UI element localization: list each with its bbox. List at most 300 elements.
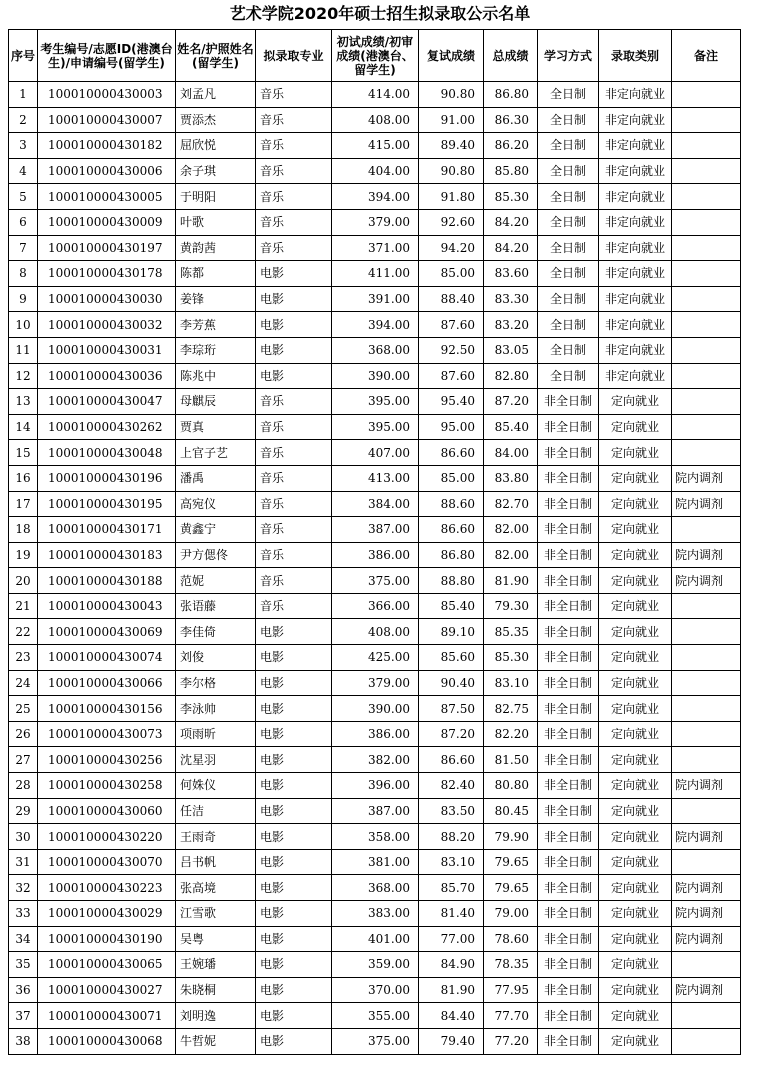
cell-note [672, 619, 741, 645]
cell-name: 刘孟凡 [176, 82, 256, 108]
cell-major: 电影 [256, 926, 332, 952]
cell-major: 音乐 [256, 465, 332, 491]
cell-index: 34 [9, 926, 38, 952]
cell-note: 院内调剂 [672, 465, 741, 491]
cell-candidate-id: 100010000430029 [38, 901, 176, 927]
cell-major: 电影 [256, 312, 332, 338]
cell-total-score: 79.65 [484, 849, 538, 875]
header-total-score: 总成绩 [484, 30, 538, 82]
cell-total-score: 77.70 [484, 1003, 538, 1029]
cell-prelim-score: 395.00 [332, 414, 419, 440]
cell-major: 电影 [256, 773, 332, 799]
cell-study-mode: 全日制 [538, 82, 599, 108]
cell-total-score: 79.00 [484, 901, 538, 927]
cell-retest-score: 85.00 [419, 465, 484, 491]
cell-study-mode: 非全日制 [538, 491, 599, 517]
cell-study-mode: 非全日制 [538, 747, 599, 773]
cell-total-score: 79.65 [484, 875, 538, 901]
cell-index: 3 [9, 133, 38, 159]
cell-major: 音乐 [256, 184, 332, 210]
cell-study-mode: 非全日制 [538, 721, 599, 747]
table-row [9, 670, 741, 696]
cell-note: 院内调剂 [672, 773, 741, 799]
cell-admission-category: 非定向就业 [599, 286, 672, 312]
cell-index: 28 [9, 773, 38, 799]
cell-retest-score: 89.40 [419, 133, 484, 159]
cell-admission-category: 定向就业 [599, 926, 672, 952]
cell-prelim-score: 394.00 [332, 312, 419, 338]
cell-note [672, 184, 741, 210]
cell-major: 电影 [256, 645, 332, 671]
cell-candidate-id: 100010000430178 [38, 261, 176, 287]
cell-study-mode: 非全日制 [538, 440, 599, 466]
cell-admission-category: 非定向就业 [599, 107, 672, 133]
cell-retest-score: 83.50 [419, 798, 484, 824]
cell-major: 音乐 [256, 414, 332, 440]
table-row [9, 389, 741, 415]
cell-name: 贾真 [176, 414, 256, 440]
cell-admission-category: 非定向就业 [599, 235, 672, 261]
cell-study-mode: 非全日制 [538, 568, 599, 594]
cell-total-score: 83.05 [484, 337, 538, 363]
cell-retest-score: 86.60 [419, 517, 484, 543]
cell-major: 音乐 [256, 491, 332, 517]
cell-total-score: 84.20 [484, 209, 538, 235]
cell-total-score: 85.80 [484, 158, 538, 184]
cell-candidate-id: 100010000430005 [38, 184, 176, 210]
cell-admission-category: 定向就业 [599, 465, 672, 491]
cell-name: 屈欣悦 [176, 133, 256, 159]
cell-admission-category: 非定向就业 [599, 184, 672, 210]
cell-major: 音乐 [256, 133, 332, 159]
cell-candidate-id: 100010000430182 [38, 133, 176, 159]
cell-study-mode: 非全日制 [538, 977, 599, 1003]
cell-retest-score: 94.20 [419, 235, 484, 261]
cell-admission-category: 定向就业 [599, 849, 672, 875]
cell-major: 音乐 [256, 158, 332, 184]
cell-study-mode: 非全日制 [538, 517, 599, 543]
header-retest-score: 复试成绩 [419, 30, 484, 82]
cell-candidate-id: 100010000430006 [38, 158, 176, 184]
cell-name: 刘明逸 [176, 1003, 256, 1029]
cell-total-score: 81.90 [484, 568, 538, 594]
cell-prelim-score: 387.00 [332, 517, 419, 543]
cell-name: 李佳倚 [176, 619, 256, 645]
cell-prelim-score: 387.00 [332, 798, 419, 824]
cell-candidate-id: 100010000430066 [38, 670, 176, 696]
cell-admission-category: 定向就业 [599, 977, 672, 1003]
cell-study-mode: 非全日制 [538, 645, 599, 671]
cell-major: 音乐 [256, 440, 332, 466]
cell-name: 上官子艺 [176, 440, 256, 466]
cell-retest-score: 86.60 [419, 440, 484, 466]
cell-candidate-id: 100010000430220 [38, 824, 176, 850]
table-row [9, 875, 741, 901]
cell-index: 27 [9, 747, 38, 773]
cell-name: 沈星羽 [176, 747, 256, 773]
cell-prelim-score: 425.00 [332, 645, 419, 671]
cell-retest-score: 85.60 [419, 645, 484, 671]
cell-major: 电影 [256, 261, 332, 287]
cell-note [672, 107, 741, 133]
cell-study-mode: 非全日制 [538, 619, 599, 645]
table-row [9, 184, 741, 210]
cell-index: 15 [9, 440, 38, 466]
cell-name: 刘俊 [176, 645, 256, 671]
cell-index: 7 [9, 235, 38, 261]
cell-major: 电影 [256, 875, 332, 901]
cell-retest-score: 81.40 [419, 901, 484, 927]
header-prelim-score: 初试成绩/初审成绩(港澳台、留学生) [332, 30, 419, 82]
cell-major: 电影 [256, 286, 332, 312]
cell-note [672, 235, 741, 261]
cell-note: 院内调剂 [672, 875, 741, 901]
cell-name: 余子琪 [176, 158, 256, 184]
cell-note [672, 158, 741, 184]
cell-candidate-id: 100010000430031 [38, 337, 176, 363]
cell-prelim-score: 411.00 [332, 261, 419, 287]
cell-name: 潘禹 [176, 465, 256, 491]
cell-admission-category: 定向就业 [599, 619, 672, 645]
cell-prelim-score: 390.00 [332, 696, 419, 722]
cell-name: 范妮 [176, 568, 256, 594]
cell-total-score: 83.60 [484, 261, 538, 287]
cell-name: 任洁 [176, 798, 256, 824]
cell-index: 36 [9, 977, 38, 1003]
cell-prelim-score: 404.00 [332, 158, 419, 184]
cell-prelim-score: 375.00 [332, 568, 419, 594]
cell-name: 张高境 [176, 875, 256, 901]
cell-candidate-id: 100010000430007 [38, 107, 176, 133]
cell-study-mode: 非全日制 [538, 875, 599, 901]
cell-candidate-id: 100010000430156 [38, 696, 176, 722]
cell-major: 电影 [256, 337, 332, 363]
cell-total-score: 80.45 [484, 798, 538, 824]
table-row [9, 568, 741, 594]
table-row [9, 773, 741, 799]
cell-index: 18 [9, 517, 38, 543]
cell-major: 电影 [256, 721, 332, 747]
cell-index: 5 [9, 184, 38, 210]
cell-major: 电影 [256, 798, 332, 824]
table-row [9, 1028, 741, 1054]
cell-admission-category: 非定向就业 [599, 82, 672, 108]
table-row [9, 619, 741, 645]
cell-name: 李芳蕉 [176, 312, 256, 338]
cell-name: 吕书帆 [176, 849, 256, 875]
cell-admission-category: 定向就业 [599, 593, 672, 619]
cell-index: 9 [9, 286, 38, 312]
cell-name: 陈都 [176, 261, 256, 287]
cell-study-mode: 全日制 [538, 107, 599, 133]
cell-candidate-id: 100010000430196 [38, 465, 176, 491]
table-row [9, 312, 741, 338]
admission-table [8, 29, 741, 1055]
cell-index: 35 [9, 952, 38, 978]
cell-study-mode: 非全日制 [538, 901, 599, 927]
cell-admission-category: 定向就业 [599, 1003, 672, 1029]
cell-admission-category: 非定向就业 [599, 209, 672, 235]
cell-retest-score: 84.90 [419, 952, 484, 978]
table-row [9, 721, 741, 747]
cell-candidate-id: 100010000430256 [38, 747, 176, 773]
cell-study-mode: 全日制 [538, 235, 599, 261]
cell-note [672, 209, 741, 235]
cell-name: 王婉璠 [176, 952, 256, 978]
cell-candidate-id: 100010000430065 [38, 952, 176, 978]
cell-total-score: 87.20 [484, 389, 538, 415]
cell-index: 24 [9, 670, 38, 696]
cell-note: 院内调剂 [672, 901, 741, 927]
cell-prelim-score: 413.00 [332, 465, 419, 491]
cell-note: 院内调剂 [672, 977, 741, 1003]
cell-prelim-score: 407.00 [332, 440, 419, 466]
cell-retest-score: 85.70 [419, 875, 484, 901]
cell-study-mode: 非全日制 [538, 952, 599, 978]
table-body [9, 82, 741, 1055]
cell-admission-category: 定向就业 [599, 645, 672, 671]
cell-index: 17 [9, 491, 38, 517]
cell-prelim-score: 395.00 [332, 389, 419, 415]
cell-major: 电影 [256, 952, 332, 978]
header-candidate-id: 考生编号/志愿ID(港澳台生)/申请编号(留学生) [38, 30, 176, 82]
cell-note [672, 670, 741, 696]
table-row [9, 286, 741, 312]
cell-total-score: 78.35 [484, 952, 538, 978]
cell-name: 吴粤 [176, 926, 256, 952]
cell-prelim-score: 394.00 [332, 184, 419, 210]
cell-retest-score: 85.40 [419, 593, 484, 619]
cell-note [672, 363, 741, 389]
cell-index: 29 [9, 798, 38, 824]
cell-name: 李尔格 [176, 670, 256, 696]
cell-candidate-id: 100010000430009 [38, 209, 176, 235]
header-name: 姓名/护照姓名(留学生) [176, 30, 256, 82]
cell-index: 10 [9, 312, 38, 338]
cell-admission-category: 定向就业 [599, 517, 672, 543]
cell-study-mode: 非全日制 [538, 773, 599, 799]
cell-major: 音乐 [256, 82, 332, 108]
cell-major: 音乐 [256, 389, 332, 415]
cell-admission-category: 非定向就业 [599, 337, 672, 363]
cell-candidate-id: 100010000430069 [38, 619, 176, 645]
table-row [9, 977, 741, 1003]
cell-name: 母麒辰 [176, 389, 256, 415]
cell-major: 音乐 [256, 107, 332, 133]
cell-index: 23 [9, 645, 38, 671]
cell-retest-score: 91.00 [419, 107, 484, 133]
cell-major: 电影 [256, 670, 332, 696]
cell-prelim-score: 414.00 [332, 82, 419, 108]
cell-index: 25 [9, 696, 38, 722]
cell-study-mode: 非全日制 [538, 1003, 599, 1029]
cell-note: 院内调剂 [672, 542, 741, 568]
cell-prelim-score: 391.00 [332, 286, 419, 312]
table-row [9, 491, 741, 517]
table-row [9, 824, 741, 850]
table-row [9, 107, 741, 133]
cell-candidate-id: 100010000430060 [38, 798, 176, 824]
cell-retest-score: 87.50 [419, 696, 484, 722]
cell-total-score: 82.75 [484, 696, 538, 722]
cell-note [672, 849, 741, 875]
cell-prelim-score: 366.00 [332, 593, 419, 619]
header-major: 拟录取专业 [256, 30, 332, 82]
cell-total-score: 85.40 [484, 414, 538, 440]
cell-note [672, 414, 741, 440]
cell-admission-category: 定向就业 [599, 773, 672, 799]
cell-candidate-id: 100010000430258 [38, 773, 176, 799]
cell-note [672, 696, 741, 722]
cell-study-mode: 全日制 [538, 261, 599, 287]
cell-study-mode: 非全日制 [538, 798, 599, 824]
cell-index: 8 [9, 261, 38, 287]
cell-index: 4 [9, 158, 38, 184]
cell-candidate-id: 100010000430183 [38, 542, 176, 568]
cell-name: 姜锋 [176, 286, 256, 312]
cell-prelim-score: 379.00 [332, 670, 419, 696]
cell-admission-category: 定向就业 [599, 1028, 672, 1054]
cell-note: 院内调剂 [672, 926, 741, 952]
cell-total-score: 82.00 [484, 517, 538, 543]
cell-prelim-score: 401.00 [332, 926, 419, 952]
table-row [9, 1003, 741, 1029]
cell-prelim-score: 408.00 [332, 107, 419, 133]
cell-retest-score: 88.60 [419, 491, 484, 517]
cell-total-score: 83.20 [484, 312, 538, 338]
cell-study-mode: 非全日制 [538, 542, 599, 568]
cell-name: 陈兆中 [176, 363, 256, 389]
cell-index: 32 [9, 875, 38, 901]
cell-admission-category: 定向就业 [599, 952, 672, 978]
cell-total-score: 84.20 [484, 235, 538, 261]
cell-index: 12 [9, 363, 38, 389]
cell-note [672, 312, 741, 338]
cell-note [672, 337, 741, 363]
cell-candidate-id: 100010000430188 [38, 568, 176, 594]
cell-retest-score: 86.80 [419, 542, 484, 568]
cell-retest-score: 81.90 [419, 977, 484, 1003]
cell-admission-category: 定向就业 [599, 875, 672, 901]
cell-retest-score: 84.40 [419, 1003, 484, 1029]
cell-name: 贾添杰 [176, 107, 256, 133]
cell-study-mode: 全日制 [538, 312, 599, 338]
cell-major: 电影 [256, 619, 332, 645]
cell-major: 音乐 [256, 542, 332, 568]
cell-retest-score: 89.10 [419, 619, 484, 645]
cell-index: 26 [9, 721, 38, 747]
cell-name: 于明阳 [176, 184, 256, 210]
cell-prelim-score: 375.00 [332, 1028, 419, 1054]
cell-retest-score: 86.60 [419, 747, 484, 773]
cell-name: 尹方偲佟 [176, 542, 256, 568]
cell-candidate-id: 100010000430036 [38, 363, 176, 389]
cell-prelim-score: 396.00 [332, 773, 419, 799]
cell-major: 音乐 [256, 593, 332, 619]
table-row [9, 798, 741, 824]
cell-prelim-score: 415.00 [332, 133, 419, 159]
cell-total-score: 79.30 [484, 593, 538, 619]
cell-total-score: 79.90 [484, 824, 538, 850]
cell-total-score: 86.80 [484, 82, 538, 108]
cell-retest-score: 85.00 [419, 261, 484, 287]
cell-candidate-id: 100010000430190 [38, 926, 176, 952]
table-row [9, 926, 741, 952]
table-row [9, 747, 741, 773]
cell-note [672, 747, 741, 773]
cell-admission-category: 非定向就业 [599, 363, 672, 389]
cell-candidate-id: 100010000430073 [38, 721, 176, 747]
cell-total-score: 86.30 [484, 107, 538, 133]
cell-index: 14 [9, 414, 38, 440]
cell-candidate-id: 100010000430071 [38, 1003, 176, 1029]
cell-index: 20 [9, 568, 38, 594]
cell-total-score: 82.70 [484, 491, 538, 517]
cell-prelim-score: 383.00 [332, 901, 419, 927]
cell-admission-category: 定向就业 [599, 798, 672, 824]
cell-prelim-score: 408.00 [332, 619, 419, 645]
cell-total-score: 85.30 [484, 645, 538, 671]
cell-retest-score: 92.60 [419, 209, 484, 235]
cell-retest-score: 90.40 [419, 670, 484, 696]
cell-major: 音乐 [256, 235, 332, 261]
cell-name: 张语藤 [176, 593, 256, 619]
cell-note [672, 286, 741, 312]
cell-admission-category: 定向就业 [599, 440, 672, 466]
cell-candidate-id: 100010000430074 [38, 645, 176, 671]
cell-study-mode: 非全日制 [538, 1028, 599, 1054]
table-row [9, 337, 741, 363]
cell-total-score: 78.60 [484, 926, 538, 952]
cell-index: 19 [9, 542, 38, 568]
cell-index: 6 [9, 209, 38, 235]
cell-retest-score: 82.40 [419, 773, 484, 799]
table-row [9, 465, 741, 491]
cell-major: 电影 [256, 696, 332, 722]
cell-note [672, 261, 741, 287]
cell-retest-score: 88.20 [419, 824, 484, 850]
cell-candidate-id: 100010000430027 [38, 977, 176, 1003]
cell-total-score: 82.80 [484, 363, 538, 389]
cell-prelim-score: 384.00 [332, 491, 419, 517]
cell-study-mode: 全日制 [538, 158, 599, 184]
cell-retest-score: 95.40 [419, 389, 484, 415]
cell-admission-category: 定向就业 [599, 670, 672, 696]
cell-prelim-score: 382.00 [332, 747, 419, 773]
cell-prelim-score: 381.00 [332, 849, 419, 875]
table-row [9, 209, 741, 235]
cell-total-score: 77.20 [484, 1028, 538, 1054]
cell-name: 李琮珩 [176, 337, 256, 363]
cell-prelim-score: 368.00 [332, 337, 419, 363]
cell-study-mode: 全日制 [538, 286, 599, 312]
cell-candidate-id: 100010000430223 [38, 875, 176, 901]
cell-major: 电影 [256, 1003, 332, 1029]
cell-admission-category: 非定向就业 [599, 312, 672, 338]
cell-admission-category: 定向就业 [599, 491, 672, 517]
cell-major: 电影 [256, 363, 332, 389]
cell-study-mode: 全日制 [538, 337, 599, 363]
cell-candidate-id: 100010000430171 [38, 517, 176, 543]
cell-note [672, 593, 741, 619]
cell-candidate-id: 100010000430068 [38, 1028, 176, 1054]
cell-major: 音乐 [256, 209, 332, 235]
cell-retest-score: 87.60 [419, 312, 484, 338]
cell-prelim-score: 386.00 [332, 542, 419, 568]
cell-retest-score: 88.80 [419, 568, 484, 594]
header-study-mode: 学习方式 [538, 30, 599, 82]
cell-major: 电影 [256, 849, 332, 875]
